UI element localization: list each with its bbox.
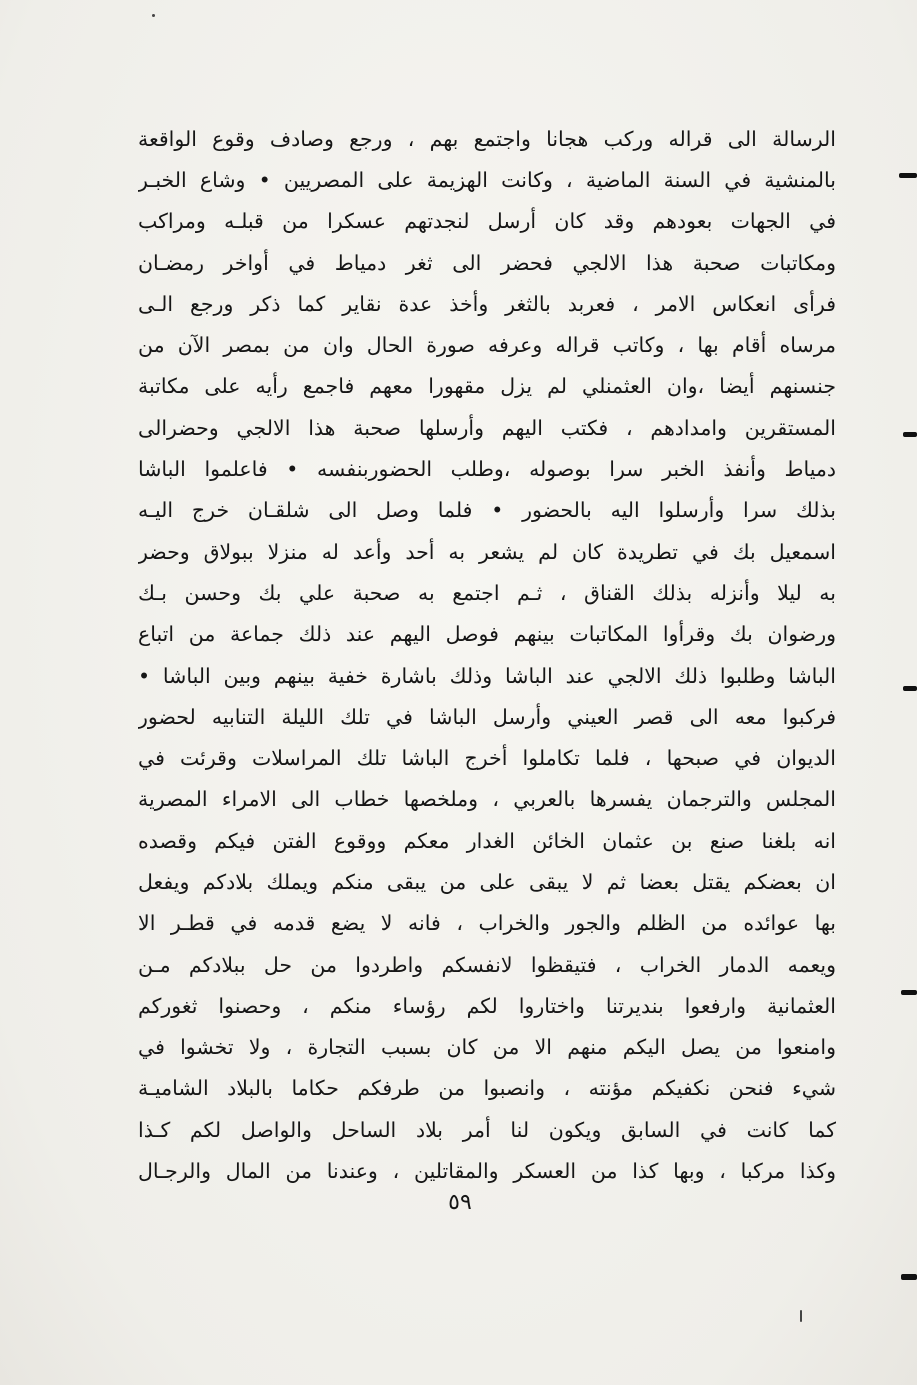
text-line-content: ومكاتبات صحبة هذا الالجي فحضر الى ثغر دمياط في أواخر رمضـان (138, 250, 836, 275)
text-line (138, 903, 836, 944)
text-line (138, 531, 836, 572)
text-line-content: مرساه أقام بها ، وكاتب قراله وعرفه صورة الحال وان من بمصر الآن من (138, 333, 836, 358)
text-line (138, 242, 836, 283)
text-line-content: به ليلا وأنزله بذلك القناق ، ثـم اجتمع به صحبة علي بك وحسن بـك (138, 580, 836, 605)
text-line (138, 283, 836, 324)
text-line-content: دمياط وأنفذ الخبر سرا بوصوله ،وطلب الحضوربنفسه • فاعلموا الباشا (138, 457, 836, 482)
binding-mark (903, 432, 917, 437)
page-number: ٥٩ (448, 1190, 472, 1215)
text-line-content: بالمنشية في السنة الماضية ، وكانت الهزيمة على المصريين • وشاع الخبـر (138, 167, 836, 192)
text-line-content: ورضوان بك وقرأوا المكاتبات بينهم فوصل اليهم عند ذلك جماعة من اتباع (138, 622, 836, 647)
text-line-content: وكذا مركبا ، وبها كذا من العسكر والمقاتلين ، وعندنا من المال والرجـال (138, 1159, 836, 1184)
text-line-content: شيء فنحن نكفيكم مؤنته ، وانصبوا من طرفكم حكاما بالبلاد الشاميـة (138, 1076, 836, 1101)
text-line-content: العثمانية وارفعوا بنديرتنا واختاروا لكم رؤساء منكم ، وحصنوا ثغوركم (138, 993, 836, 1018)
text-line-content: فرأى انعكاس الامر ، فعربد بالثغر وأخذ عدة نقاير كما ذكر ورجع الـى (138, 291, 836, 316)
text-line-content: بذلك سرا وأرسلوا اليه بالحضور • فلما وصل الى شلقـان خرج اليـه (138, 498, 836, 523)
text-line (138, 1027, 836, 1068)
text-line-content: وامنعوا من يصل اليكم منهم الا من كان بسبب التجارة ، ولا تخشوا في (138, 1035, 836, 1060)
text-line (138, 572, 836, 613)
text-line (138, 655, 836, 696)
text-line-content: انه بلغنا صنع بن عثمان الخائن الغدار معكم ووقوع الفتن فيكم وقصده (138, 828, 836, 853)
text-line (138, 614, 836, 655)
text-line-content: ويعمه الدمار الخراب ، فتيقظوا لانفسكم واطردوا من حل ببلادكم مـن (138, 952, 836, 977)
text-line-content: في الجهات بعودهم وقد كان أرسل لنجدتهم عسكرا من قبلـه ومراكب (138, 209, 836, 234)
text-line (138, 407, 836, 448)
binding-mark (903, 686, 917, 691)
text-line-content: فركبوا معه الى قصر العيني وأرسل الباشا في تلك الليلة التنابيه لحضور (138, 704, 836, 729)
text-line (138, 159, 836, 200)
binding-mark (899, 173, 917, 178)
binding-mark (901, 990, 917, 995)
text-line-content: الرسالة الى قراله وركب هجانا واجتمع بهم ، ورجع وصادف وقوع الواقعة (138, 126, 836, 151)
text-line-content: المجلس والترجمان يفسرها بالعربي ، وملخصها خطاب الى الامراء المصرية (138, 787, 836, 812)
text-line-content: بها عوائده من الظلم والجور والخراب ، فانه لا يضع قدمه في قطـر الا (138, 911, 836, 936)
text-line-content: جنسنهم أيضا ،وان العثمنلي لم يزل مقهورا معهم فاجمع رأيه على مكاتبة (138, 374, 836, 399)
scan-speck (152, 14, 155, 17)
text-line (138, 861, 836, 902)
text-line-content: المستقرين وامدادهم ، فكتب اليهم وأرسلها صحبة هذا الالجي وحضرالى (138, 415, 836, 440)
text-line-content: ان بعضكم يقتل بعضا ثم لا يبقى على من يبقى منكم ويملك بلادكم ويفعل (138, 869, 836, 894)
text-line (138, 696, 836, 737)
text-line (138, 366, 836, 407)
text-line-content: كما كانت في السابق ويكون لنا أمر بلاد الساحل والواصل لكم كـذا (138, 1117, 836, 1142)
scan-speck (800, 1310, 802, 1322)
text-line (138, 201, 836, 242)
text-line (138, 737, 836, 778)
body-text (138, 118, 836, 1192)
text-line-content: الديوان في صبحها ، فلما تكاملوا أخرج الباشا تلك المراسلات وقرئت في (138, 746, 836, 771)
text-line-content: الباشا وطلبوا ذلك الالجي عند الباشا وذلك باشارة خفية بينهم وبين الباشا • (138, 663, 836, 688)
text-line-content: اسمعيل بك في تطريدة كان لم يشعر به أحد وأعد له منزلا ببولاق وحضر (138, 539, 836, 564)
text-line (138, 490, 836, 531)
text-line (138, 1109, 836, 1150)
text-line (138, 820, 836, 861)
text-line (138, 118, 836, 159)
text-line (138, 944, 836, 985)
text-line (138, 448, 836, 489)
text-line (138, 985, 836, 1026)
text-line (138, 1150, 836, 1191)
text-line (138, 324, 836, 365)
text-line (138, 779, 836, 820)
text-line (138, 1068, 836, 1109)
binding-mark (901, 1274, 917, 1280)
